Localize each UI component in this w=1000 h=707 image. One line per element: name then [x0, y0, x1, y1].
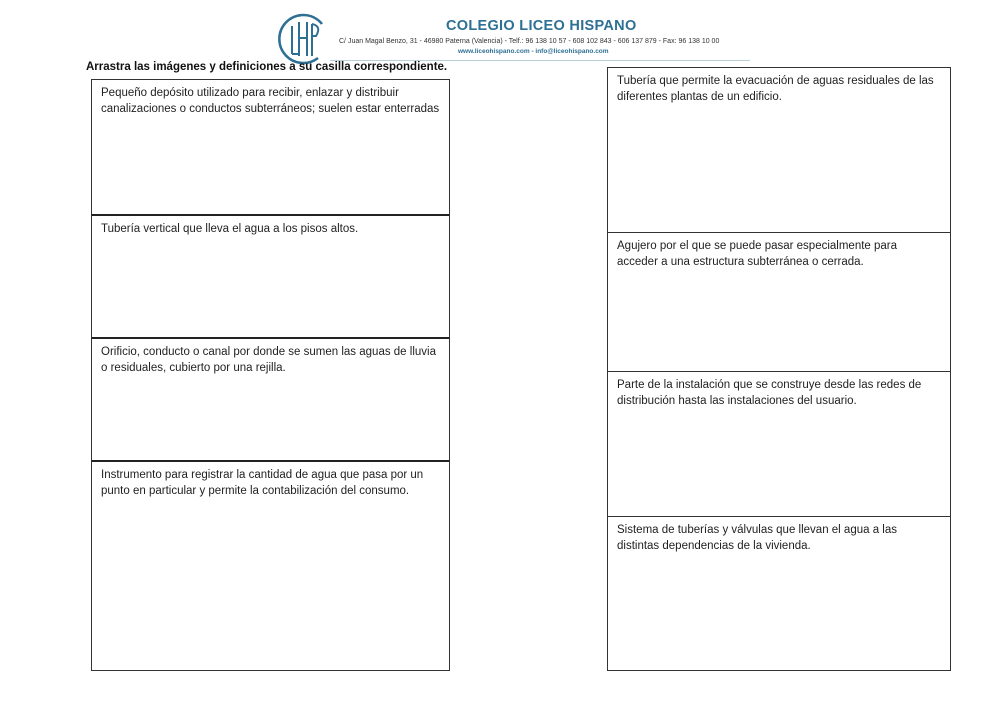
- drop-box-right-2[interactable]: [607, 232, 951, 372]
- drop-box-left-3[interactable]: [91, 337, 450, 462]
- definition-text: Orificio, conducto o canal por donde se sumen las aguas de lluvia o residuales, cubierto por una rejilla.: [101, 346, 436, 374]
- definition-text: Parte de la instalación que se construye desde las redes de distribución hasta las instalaciones del usuario.: [617, 379, 922, 407]
- drop-box-right-4[interactable]: [607, 516, 951, 671]
- drop-box-left-2[interactable]: [91, 214, 450, 339]
- definition-text: Pequeño depósito utilizado para recibir, enlazar y distribuir canalizaciones o conductos subterráneos; suelen estar enterradas: [101, 87, 440, 115]
- drop-box-left-1[interactable]: [91, 79, 450, 216]
- school-web: www.liceohispano.com - info@liceohispano.com: [458, 48, 609, 55]
- definition-text: Agujero por el que se puede pasar especialmente para acceder a una estructura subterránea o cerrada.: [617, 240, 898, 268]
- school-logo: [272, 10, 328, 68]
- instruction-text: Arrastra las imágenes y definiciones a su casilla correspondiente.: [86, 61, 448, 73]
- definition-text: Tubería que permite la evacuación de aguas residuales de las diferentes plantas de un edificio.: [617, 75, 934, 103]
- clhp-logo-icon: [272, 10, 328, 68]
- drop-box-right-1[interactable]: [607, 67, 951, 233]
- drop-box-left-4[interactable]: [91, 460, 450, 671]
- definition-text: Instrumento para registrar la cantidad de agua que pasa por un punto en particular y permite la contabilización del consumo.: [101, 469, 424, 497]
- school-name: COLEGIO LICEO HISPANO: [446, 18, 637, 34]
- drop-box-right-3[interactable]: [607, 371, 951, 517]
- school-address: C/ Juan Magal Benzo, 31 - 46980 Paterna (Valencia) - Telf.: 96 138 10 57 - 608 102 843 - 606 137 879 - Fax: 96 138 10 00: [339, 38, 720, 45]
- definition-text: Tubería vertical que lleva el agua a los pisos altos.: [101, 223, 359, 235]
- definition-text: Sistema de tuberías y válvulas que llevan el agua a las distintas dependencias de la vivienda.: [617, 524, 897, 552]
